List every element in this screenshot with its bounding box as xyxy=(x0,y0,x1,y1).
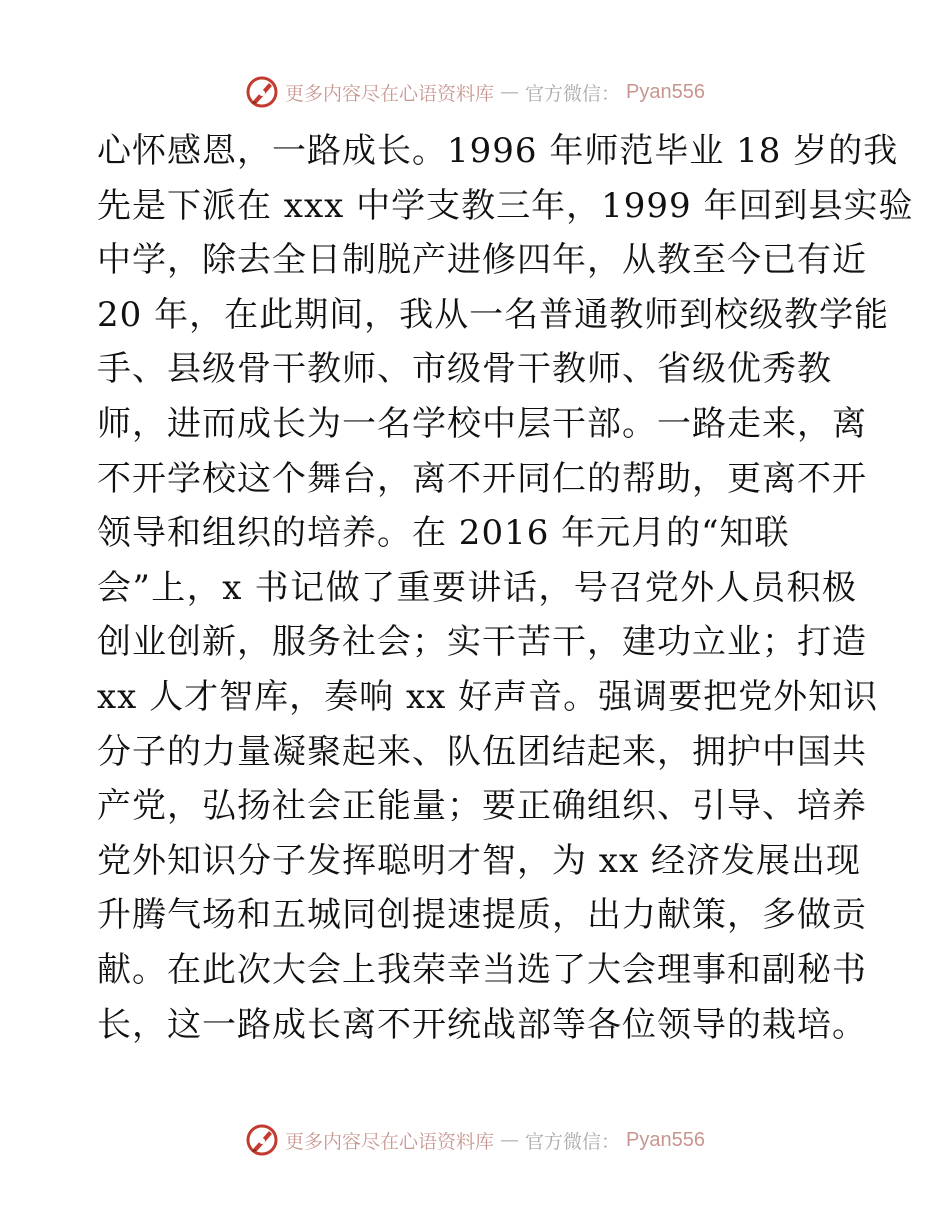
watermark-brand: 更多内容尽在心语资料库 xyxy=(285,1130,495,1153)
body-line: 不开学校这个舞台，离不开同仁的帮助，更离不开 xyxy=(97,458,867,499)
footer-watermark xyxy=(0,1118,950,1162)
watermark-official: 官方微信： xyxy=(525,1130,621,1153)
body-line: 创业创新，服务社会；实干苦干，建功立业；打造 xyxy=(97,622,867,663)
body-line: 手、县级骨干教师、市级骨干教师、省级优秀教 xyxy=(97,349,832,390)
body-line: 领导和组织的培养。在 2016 年元月的“知联 xyxy=(97,513,790,554)
watermark-dash: — xyxy=(500,81,520,103)
body-line: 中学，除去全日制脱产进修四年，从教至今已有近 xyxy=(97,240,867,281)
body-line: 会”上，x 书记做了重要讲话，号召党外人员积极 xyxy=(97,567,857,608)
watermark-official: 官方微信： xyxy=(525,82,621,105)
watermark-handle: Pyan556 xyxy=(626,80,705,103)
body-line: 长，这一路成长离不开统战部等各位领导的栽培。 xyxy=(97,1004,867,1045)
body-line: 升腾气场和五城同创提速提质，出力献策，多做贡 xyxy=(97,895,867,936)
body-line: 20 年，在此期间，我从一名普通教师到校级教学能 xyxy=(97,294,890,335)
body-line: xx 人才智库，奏响 xx 好声音。强调要把党外知识 xyxy=(97,676,879,717)
watermark-brand: 更多内容尽在心语资料库 xyxy=(285,82,495,105)
body-line: 分子的力量凝聚起来、队伍团结起来，拥护中国共 xyxy=(97,731,867,772)
pen-circle-logo-icon xyxy=(245,1123,279,1157)
header-watermark xyxy=(0,70,950,114)
watermark-dash: — xyxy=(500,1129,520,1151)
document-body xyxy=(97,124,914,1052)
body-line: 师，进而成长为一名学校中层干部。一路走来，离 xyxy=(97,403,867,444)
body-line: 先是下派在 xxx 中学支教三年，1999 年回到县实验 xyxy=(97,185,914,226)
body-line: 心怀感恩，一路成长。1996 年师范毕业 18 岁的我 xyxy=(97,131,899,171)
body-line: 献。在此次大会上我荣幸当选了大会理事和副秘书 xyxy=(97,949,867,990)
watermark-handle: Pyan556 xyxy=(626,1128,705,1151)
body-line: 产党，弘扬社会正能量；要正确组织、引导、培养 xyxy=(97,786,867,827)
body-line: 党外知识分子发挥聪明才智，为 xx 经济发展出现 xyxy=(97,840,861,881)
pen-circle-logo-icon xyxy=(245,75,279,109)
